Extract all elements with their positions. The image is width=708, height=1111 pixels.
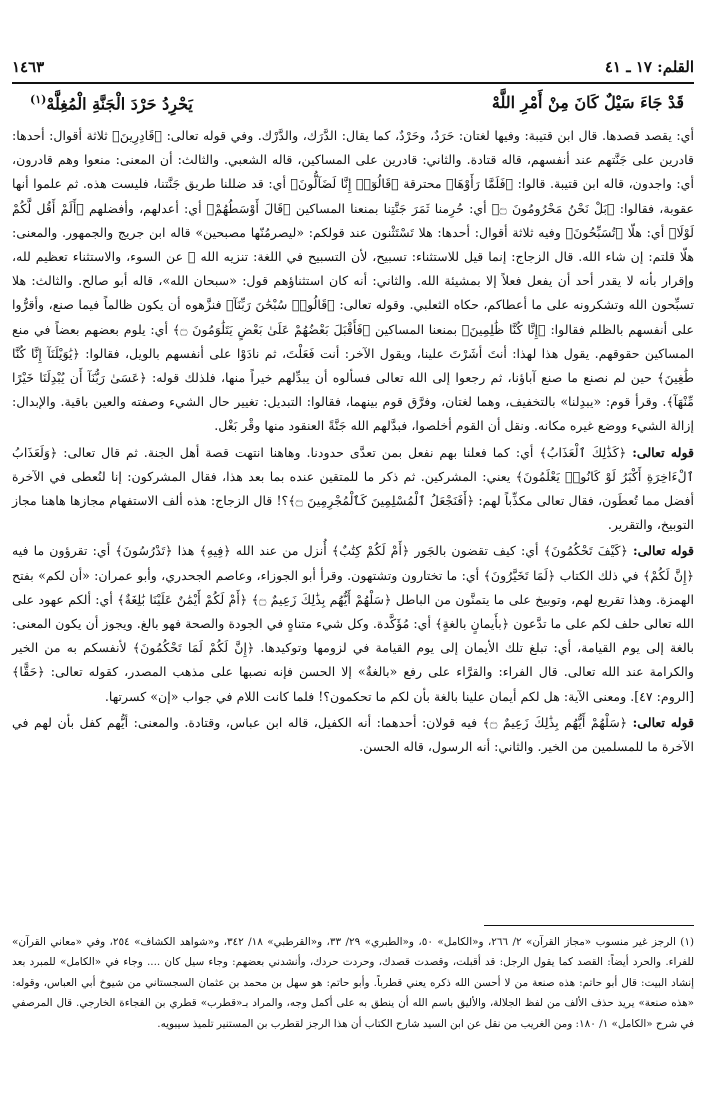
paragraph-text: ﴿كَيْفَ تَحْكُمُونَ﴾ أي: كيف تقضون بالجَور ﴿أَمْ لَكُمْ كِتَٰبٌ﴾ أُنزل من عند الله ﴿فِيهِ﴾ هذا ﴿تَدْرُسُونَ﴾ أي: تقرؤون ما فيه ﴿إِنَّ لَكُمْ﴾ في ذلك الكتاب ﴿لَمَا تَخَيَّرُونَ﴾ أي: ما تختارون وتشتهون. وقرأ أبو الجوزاء، وعاصم الجحدري، وأبو عمران: «أن لكم» بفتح الهمزة. وهذا تقريع لهم، وتوبيخ على ما يتمنَّون من الباطل ﴿سَلْهُمْ أَيُّهُم بِذَٰلِكَ زَعِيمٌ ۝﴾ ﴿أَمْ لَكُمْ أَيْمَٰنٌ عَلَيْنَا بَٰلِغَةٌ﴾ أي: ألكم عهود على الله تعالى حلف لكم على ما تدَّعون ﴿بأَيمانٍ بالغةٍ﴾ أي: مُؤَكَّدة. وكل شيء متناهٍ في الجودة والصحة فهو بالغ. ويجوز أن يكون المعنى: بالغة إلى يوم القيامة، أي: تبلغ تلك الأيمان إلى يوم القيامة في لزومها وتوكيدها. ﴿إِنَّ لَكُمْ لَمَا تَحْكُمُونَ﴾ لأنفسكم به من الخير والكرامة عند الله تعالى. قال الفراء: والقرَّاء على رفع «بالغةٌ» إلا الحسن فإنه نصبها على مذهب المصدر، كقوله تعالى: ﴿حَقًّا﴾ [الروم: ٤٧]. ومعنى الآية: هل لكم أيمان علينا بالغة بأن لكم ما تحكمون؟! فلما كانت اللام في جواب «إن» كسرتها.: [12, 543, 694, 704]
paragraph-text: ﴿كَذَٰلِكَ ٱلْعَذَابُ﴾ أي: كما فعلنا بهم نفعل بمن تعدَّى حدودنا. وهاهنا انتهت قصة أهل الجنة. ثم قال تعالى: ﴿وَلَعَذَابُ ٱلْءَاخِرَةِ أَكْبَرُ لَوْ كَانُوا۟ يَعْلَمُونَ﴾ يعني: المشركين. ثم ذكر ما للمتقين عنده بما بعد هذا، فقال المشركون: إنا لنُعطى في الآخرة أفضل مما تُعطَون، فقال تعالى مكذِّباً لهم: ﴿أَفَنَجْعَلُ ٱلْمُسْلِمِينَ كَٱلْمُجْرِمِينَ ۝﴾؟! قال الزجاج: هذه ألف الاستفهام مجازها هاهنا مجاز التوبيخ، والتقرير.: [12, 444, 694, 533]
footnote-divider: [484, 925, 694, 926]
paragraph-text: أي: يقصد قصدها. قال ابن قتيبة: وفيها لغتان: حَرَدٌ، وحَرْدٌ، كما يقال: الدَّرَك، والدَّرْك. وفي قوله تعالى: ﴿قَادِرِينَ﴾ ثلاثة أقوال: أحدها: قادرين على جَنَّتهم عند أنفسهم، قاله قتادة. والثاني: قادرين على المساكين، قاله الشعبي. والثالث: أن المعنى: منعوا وهم قادرون، أي: واجدون، قاله ابن قتيبة. قالوا: ﴿فَلَمَّا رَأَوْهَا﴾ محترقة ﴿قَالُوٓا۟ إِنَّا لَضَآلُّونَ﴾ أي: قد ضللنا طريق جَنَّتنا، فليست هذه. ثم علموا أنها عقوبة، فقالوا: ﴿بَلْ نَحْنُ مَحْرُومُونَ ۝﴾ أي: حُرِمنا ثَمَرَ جَنَّتِنا بمنعنا المساكين ﴿قَالَ أَوْسَطُهُمْ﴾ أي: أعدلهم، وأفضلهم ﴿أَلَمْ أَقُل لَّكُمْ لَوْلَا﴾ أي: هلّا ﴿تُسَبِّحُونَ﴾ وفيه ثلاثة أقوال: أحدها: هلا تَسْتَثْنون عند قولكم: «ليصرمُنّها مصبحين» قاله ابن جريج والجمهور. والمعنى: هلّا قلتم: إن شاء الله. قال الزجاج: إنما قيل للاستثناء: تسبيح، لأن التسبيح في اللغة: تنزيه الله ﷻ عن السوء، والاستثناء تعظيم لله، وإقرار بأنه لا يقدر أحد أن يفعل فعلاً إلا بمشيئة الله. والثاني: أنه كان استثناؤهم قول: «سبحان الله»، قاله أبو صالح. والثالث: هلا تسبِّحون الله وتشكرونه على ما أعطاكم، حكاه الثعلبي. وقوله تعالى: ﴿قَالُوا۟ سُبْحَٰنَ رَبِّنَآ﴾ فنزَّهوه أن يكون ظالماً فيما صنع، وأقرُّوا على أنفسهم بالظلم فقالوا: ﴿إِنَّا كُنَّا ظَٰلِمِينَ﴾ بمنعنا المساكين ﴿فَأَقْبَلَ بَعْضُهُمْ عَلَىٰ بَعْضٍ يَتَلَٰوَمُونَ ۝﴾ أي: يلوم بعضهم بعضاً في منع المساكين حقوقهم. يقول هذا لهذا: أنتَ أشَرْتَ علينا، ويقول الآخر: أنت فَعَلْتَ، ثم نادَوْا على أنفسهم بالويل، فقالوا: ﴿يَٰوَيْلَنَآ إِنَّا كُنَّا طَٰغِينَ﴾ حين لم نصنع ما صنع آباؤنا، ثم رجعوا إلى الله تعالى فسألوه أن يبدِّلهم خيراً منها، فلذلك قوله: ﴿عَسَىٰ رَبُّنَآ أَن يُبْدِلَنَا خَيْرًا مِّنْهَآ﴾. وقرأ قوم: «يبدِلنا» بالتخفيف، وهما لغتان، وفرَّق قوم بينهما، فقالوا: التبديل: تغيير حال الشيء وصفته والعين باقية. والإبدال: إزالة الشيء ووضع غيره مكانه. ونقل أن القوم أخلصوا، فبدَّلهم الله جَنَّةً العنقود منها وقْر بَغْل.: [12, 128, 694, 434]
footnote-1: (١) الرجز غير منسوب «مجاز القرآن» ٢/ ٢٦٦، و«الكامل» ٥٠، و«الطبري» ٢٩/ ٣٣، و«القرطبي» ١٨/ ٣٤٢، و«شواهد الكشاف» ٢٥٤، وفي «معاني القرآن» للفراء. والحرد أيضاً: القصد كما يقول الرجل: قد أقبلت، وقصدت قصدك، وحردت حردك، وأنشدني بعضهم: وجاء سيل كان .... وجاء في «الكامل» للمبرد بعد إنشاد البيت: قال أبو حاتم: هذه صنعة من لا أحسن الله ذكره يعني قطرباً. وأبو حاتم: هو سهل بن محمد بن عثمان السجستاني من شيوخ أبي العباس، وقوله: «هذه صنعة» يريد حذف الألف من لفظ الجلالة، والأليق باسم الله أن ينطق به على أكمل وجه، والمراد بـ«قطرب» قطري بن الفجاءة الخارجي. قال المرصفي في شرح «الكامل» ١/ ١٨٠: ومن الغريب من نقل عن ابن السيد شارح الكتاب أن هذا الرجز لقطرب بن المستنير تلميذ سيبويه.: [12, 936, 694, 1030]
page-header: [12, 56, 694, 84]
surah-reference: القلم: ١٧ ـ ٤١: [604, 58, 694, 76]
paragraph-lead: قوله تعالى:: [632, 714, 694, 730]
page-number: ١٤٦٣: [12, 58, 45, 76]
commentary-paragraph-4: [12, 711, 694, 759]
paragraph-text: ﴿سَلْهُمْ أَيُّهُم بِذَٰلِكَ زَعِيمٌ ۝﴾ فيه قولان: أحدهما: أنه الكفيل، قاله ابن عباس، وقتادة. والمعنى: أيُّهم كفل بأن لهم في الآخرة ما للمسلمين من الخير. والثاني: أنه الرسول، قاله الحسن.: [12, 714, 694, 755]
poem-hemistich-left: يَحْرِدُ حَرْدَ الْجَنَّةِ الْمُغِلَّهْ$^{(١)}$: [30, 93, 193, 114]
poem-verse: [30, 93, 684, 123]
commentary-paragraph-3: [12, 539, 694, 708]
commentary-paragraph-2: [12, 441, 694, 538]
paragraph-lead: قوله تعالى:: [632, 444, 694, 460]
footnote-marker: (١): [30, 93, 47, 106]
footnotes: [12, 932, 694, 1034]
poem-hemistich-right: قَدْ جَاءَ سَيْلٌ كَانَ مِنْ أَمْرِ اللَّهْ: [491, 93, 684, 112]
commentary-paragraph-1: [12, 124, 694, 439]
commentary-body: [12, 124, 694, 761]
paragraph-lead: قوله تعالى:: [633, 543, 695, 559]
